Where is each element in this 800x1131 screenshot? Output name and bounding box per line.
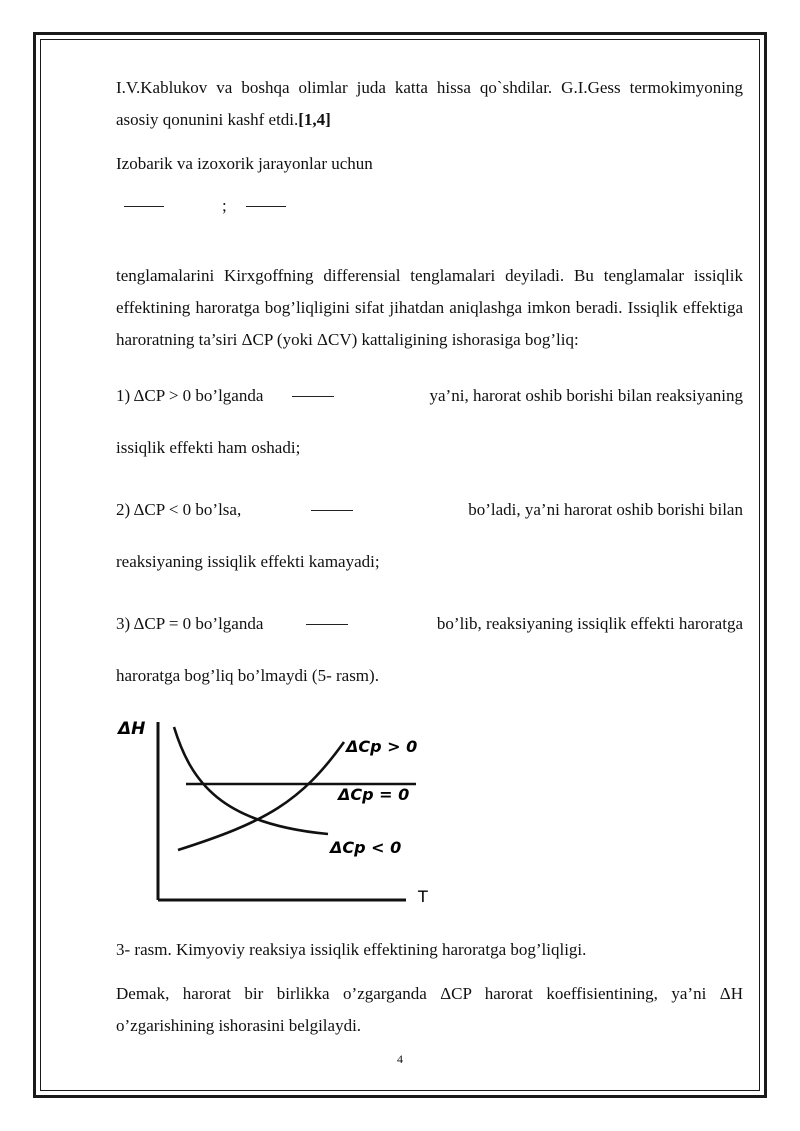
curve-cp-negative [174,727,328,834]
case-3-tail: bo’lib, reaksiyaning issiqlik effekti haroratga [436,614,743,633]
case-2-lead: 2) ΔCP < 0 bo’lsa, [116,500,242,519]
case-2-cont: reaksiyaning issiqlik effekti kamayadi; [116,552,380,571]
case-1-fraction-bar [292,396,334,397]
case-item-2 [116,484,743,588]
intro-reference: [1,4] [298,110,331,129]
equation-separator: ; [222,196,227,215]
curve-label-positive: ΔCp > 0 [346,737,418,756]
intro-paragraph [116,72,743,136]
equation-fraction-bar-2 [246,206,286,207]
enthalpy-temperature-figure [116,712,743,930]
figure-caption: 3- rasm. Kimyoviy reaksiya issiqlik effektining haroratga bog’liqligi. [116,940,587,959]
conclusion-paragraph: Demak, harorat bir birlikka o’zgarganda ΔCP harorat koeffisientining, ya’ni ΔH o’zgarishining ishorasini belgilaydi. [116,984,743,1035]
intro-text: I.V.Kablukov va boshqa olimlar juda katta hissa qo`shdilar. G.I.Gess termokimyoning asosiy qonunini kashf etdi. [116,78,743,129]
y-axis-label: ΔH [118,719,146,739]
x-axis-label: T [418,887,428,906]
isobaric-line: Izobarik va izoxorik jarayonlar uchun [116,154,373,173]
case-1-tail: ya’ni, harorat oshib borishi bilan reaksiyaning [429,386,743,405]
figure-svg [116,712,743,930]
curve-label-zero: ΔCp = 0 [338,785,410,804]
case-3-fraction-bar [306,624,348,625]
case-item-3 [116,598,743,702]
equation-line [116,190,743,224]
equation-fraction-bar-1 [124,206,164,207]
case-2-fraction-bar [311,510,353,511]
case-3-lead: 3) ΔCP = 0 bo’lganda [116,614,264,633]
case-item-1 [116,370,743,474]
page-content [116,72,743,1042]
case-1-cont: issiqlik effekti ham oshadi; [116,438,301,457]
page-number: 4 [397,1052,403,1066]
case-2-tail: bo’ladi, ya’ni harorat oshib borishi bilan [468,500,743,519]
case-1-lead: 1) ΔCP > 0 bo’lganda [116,386,264,405]
kirchhoff-paragraph: tenglamalarini Kirxgoffning differensial tenglamalari deyiladi. Bu tenglamalar issiqlik effektining haroratga bog’liqligini sifat jihatdan aniqlashga imkon beradi. Issiqlik effektiga haroratning ta’siri ΔCP (yoki ΔCV) kattaligining ishorasiga bog’liq: [116,266,743,349]
curve-label-negative: ΔCp < 0 [330,838,402,857]
case-3-cont: haroratga bog’liq bo’lmaydi (5- rasm). [116,666,379,685]
